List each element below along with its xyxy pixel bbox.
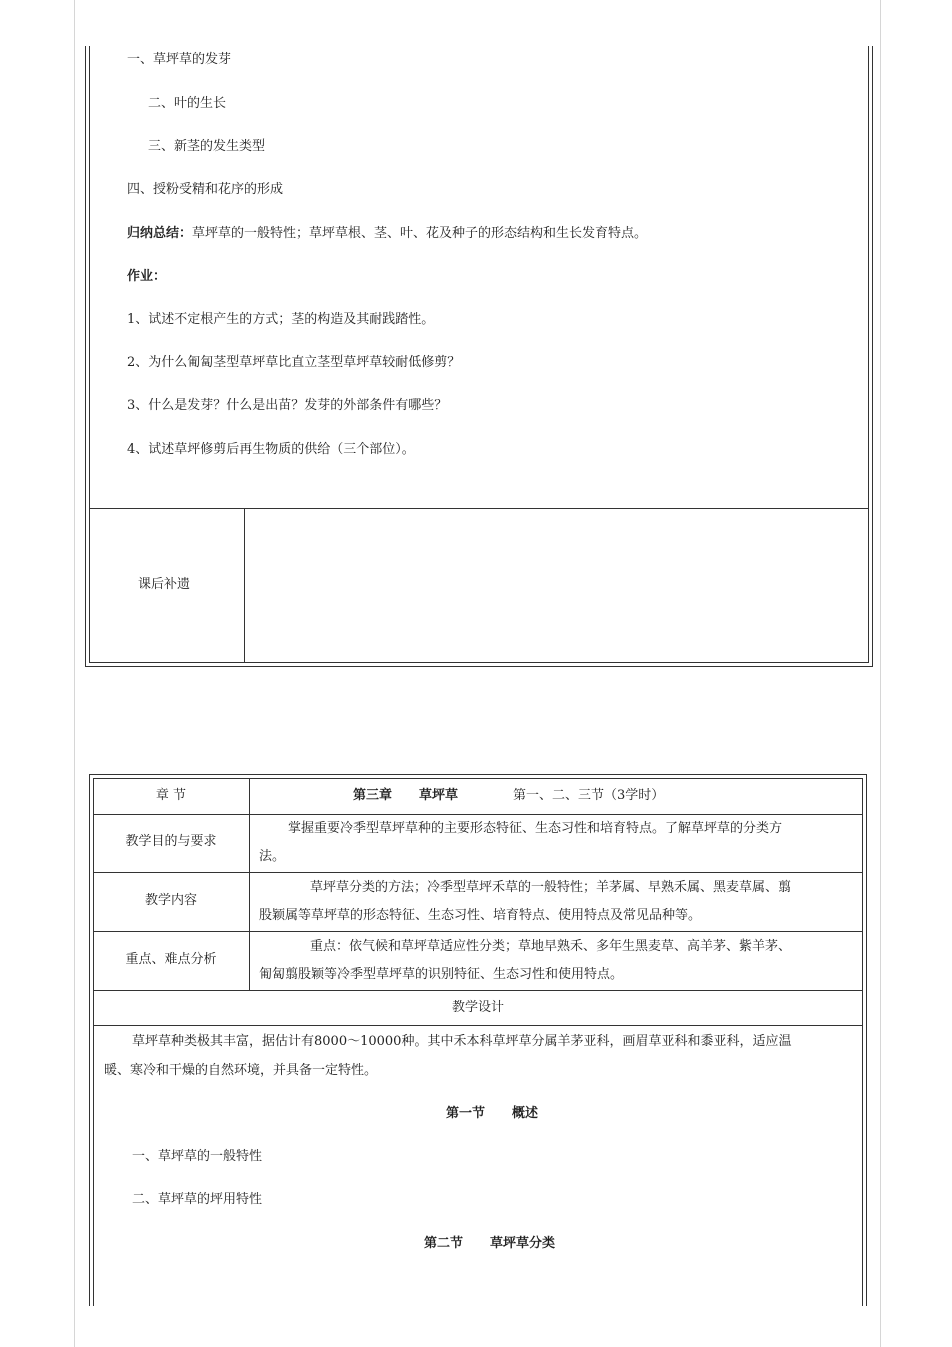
section1-item: 二、草坪草的坪用特性 (132, 1192, 263, 1207)
page-edge-right (880, 0, 881, 1347)
lower-table-border-top-inner (93, 778, 863, 779)
goal-label: 教学目的与要求 (125, 834, 217, 849)
outline-item: 四、授粉受精和花序的形成 (127, 182, 284, 197)
upper-table-border-right-inner (868, 46, 869, 662)
key-points-text: 重点：依气候和草坪草适应性分类；草地早熟禾、多年生黑麦草、高羊茅、紫羊茅、 (310, 939, 792, 954)
upper-cell-divider (244, 508, 245, 662)
homework-label: 作业： (127, 269, 167, 284)
goal-text: 掌握重要冷季型草坪草种的主要形态特征、生态习性和培育特点。了解草坪草的分类方 (288, 821, 783, 836)
section2-number: 第二节 (424, 1236, 464, 1251)
lower-table-border-left-inner (93, 778, 94, 1306)
upper-table-border-bottom-inner (89, 662, 869, 663)
homework-item: 3、什么是发芽？什么是出苗？发芽的外部条件有哪些？ (127, 398, 448, 413)
homework-item: 2、为什么匍匐茎型草坪草比直立茎型草坪草较耐低修剪？ (127, 355, 461, 370)
row-divider (93, 872, 863, 873)
section1-name: 概述 (512, 1106, 539, 1121)
summary-line (127, 226, 647, 242)
lower-table-border-top-outer (89, 774, 867, 775)
section1-number: 第一节 (446, 1106, 486, 1121)
content-text: 草坪草分类的方法；冷季型草坪禾草的一般特性；羊茅属、早熟禾属、黑麦草属、翦 (310, 880, 792, 895)
intro-text: 暖、寒冷和干燥的自然环境，并具备一定特性。 (104, 1063, 378, 1078)
lower-table-border-right-inner (862, 778, 863, 1306)
row-divider (93, 990, 863, 991)
outline-item: 三、新茎的发生类型 (148, 139, 266, 154)
upper-table-border-right-outer (872, 46, 873, 666)
summary-label: 归纳总结： (127, 226, 193, 241)
section1-item: 一、草坪草的一般特性 (132, 1149, 263, 1164)
chapter-name: 草坪草 (419, 788, 459, 803)
summary-text: 草坪草的一般特性；草坪草根、茎、叶、花及种子的形态结构和生长发育特点。 (192, 226, 648, 241)
row-divider (93, 931, 863, 932)
row-divider (93, 1025, 863, 1026)
outline-item: 二、叶的生长 (148, 96, 227, 111)
outline-item: 一、草坪草的发芽 (127, 52, 232, 67)
content-text: 股颖属等草坪草的形态特征、生态习性、培育特点、使用特点及常见品种等。 (259, 908, 702, 923)
section2-name: 草坪草分类 (490, 1236, 556, 1251)
goal-text: 法。 (259, 849, 286, 864)
lower-table-border-right-outer (866, 774, 867, 1306)
key-points-label: 重点、难点分析 (125, 952, 217, 967)
column-divider (249, 778, 250, 990)
intro-text: 草坪草种类极其丰富，据估计有8000～10000种。其中禾本科草坪草分属羊茅亚科，画眉草亚科和黍亚科，适应温 (132, 1034, 792, 1049)
chapter-title: 第三章 (353, 788, 393, 803)
row-divider (93, 814, 863, 815)
after-class-label: 课后补遗 (138, 577, 191, 592)
upper-table-border-bottom-outer (85, 666, 873, 667)
design-label: 教学设计 (451, 1000, 504, 1015)
homework-item: 1、试述不定根产生的方式；茎的构造及其耐践踏性。 (127, 312, 435, 327)
key-points-text: 匍匐翦股颖等冷季型草坪草的识别特征、生态习性和使用特点。 (259, 967, 624, 982)
page-edge-left (74, 0, 75, 1347)
lower-table-border-left-outer (89, 774, 90, 1306)
upper-table-border-left-outer (85, 46, 86, 666)
homework-item: 4、试述草坪修剪后再生物质的供给（三个部位）。 (127, 442, 415, 457)
chapter-sections: 第一、二、三节（3学时） (513, 788, 665, 803)
content-label: 教学内容 (144, 893, 197, 908)
upper-table-border-left-inner (89, 46, 90, 662)
chapter-label: 章 节 (155, 788, 187, 803)
upper-row-divider (89, 508, 869, 509)
